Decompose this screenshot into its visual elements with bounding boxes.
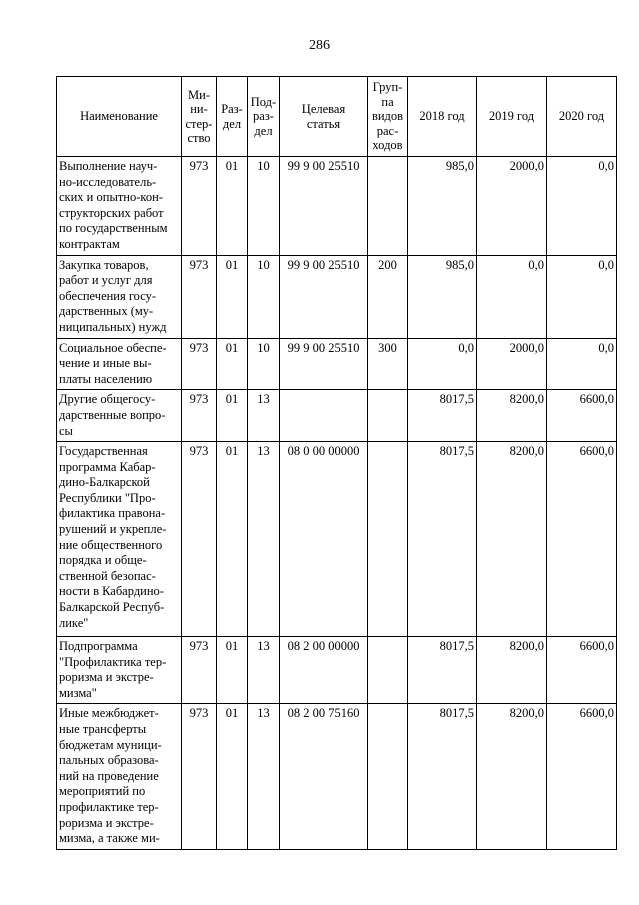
row-subsection: 13 — [248, 442, 280, 637]
row-target: 08 0 00 00000 — [280, 442, 368, 637]
table-row — [57, 442, 617, 637]
row-expense-group — [368, 704, 408, 849]
row-subsection: 10 — [248, 338, 280, 390]
row-name: Закупка товаров, работ и услуг для обеспечения госу- дарственных (му- ниципальных) нужд — [57, 255, 182, 338]
row-2019: 8200,0 — [477, 442, 547, 637]
row-ministry: 973 — [182, 338, 217, 390]
row-subsection: 10 — [248, 157, 280, 256]
header-2020: 2020 год — [547, 77, 617, 157]
row-expense-group — [368, 442, 408, 637]
row-subsection: 10 — [248, 255, 280, 338]
row-subsection: 13 — [248, 390, 280, 442]
row-2019: 2000,0 — [477, 338, 547, 390]
row-expense-group: 300 — [368, 338, 408, 390]
row-target: 99 9 00 25510 — [280, 338, 368, 390]
row-2019: 0,0 — [477, 255, 547, 338]
row-target: 08 2 00 00000 — [280, 637, 368, 704]
table-row — [57, 390, 617, 442]
row-target: 99 9 00 25510 — [280, 255, 368, 338]
row-2018: 0,0 — [408, 338, 477, 390]
row-expense-group — [368, 390, 408, 442]
row-2018: 985,0 — [408, 157, 477, 256]
table-row — [57, 704, 617, 849]
row-2020: 6600,0 — [547, 390, 617, 442]
row-section: 01 — [217, 637, 248, 704]
row-section: 01 — [217, 157, 248, 256]
row-ministry: 973 — [182, 637, 217, 704]
row-name: Подпрограмма "Профилактика тер- роризма и экстре- мизма" — [57, 637, 182, 704]
header-expense-group: Груп- па видов рас- ходов — [368, 77, 408, 157]
row-2018: 985,0 — [408, 255, 477, 338]
row-target: 99 9 00 25510 — [280, 157, 368, 256]
header-target: Целевая статья — [280, 77, 368, 157]
row-expense-group — [368, 157, 408, 256]
row-2020: 6600,0 — [547, 442, 617, 637]
table-row — [57, 637, 617, 704]
row-name: Государственная программа Кабар- дино-Балкарской Республики "Про- филактика правона- рушений и укрепле- ние общественного порядка и обще- ственной безопас- ности в Кабардино- Балкарской Респуб- лике" — [57, 442, 182, 637]
row-name: Выполнение науч- но-исследователь- ских и опытно-кон- структорских работ по государственным контрактам — [57, 157, 182, 256]
row-section: 01 — [217, 338, 248, 390]
row-name: Другие общегосу- дарственные вопро- сы — [57, 390, 182, 442]
row-2018: 8017,5 — [408, 637, 477, 704]
table-row — [57, 338, 617, 390]
row-2019: 8200,0 — [477, 704, 547, 849]
row-2020: 0,0 — [547, 157, 617, 256]
row-subsection: 13 — [248, 704, 280, 849]
row-2020: 6600,0 — [547, 637, 617, 704]
row-2018: 8017,5 — [408, 390, 477, 442]
row-name: Иные межбюджет- ные трансферты бюджетам муници- пальных образова- ний на проведение мероприятий по профилактике тер- роризма и экстре- мизма, а также ми- — [57, 704, 182, 849]
table-row — [57, 157, 617, 256]
header-ministry: Ми- ни- стер- ство — [182, 77, 217, 157]
row-expense-group: 200 — [368, 255, 408, 338]
header-subsection: Под- раз- дел — [248, 77, 280, 157]
header-2019: 2019 год — [477, 77, 547, 157]
row-ministry: 973 — [182, 704, 217, 849]
budget-table — [56, 76, 617, 850]
row-target: 08 2 00 75160 — [280, 704, 368, 849]
row-2018: 8017,5 — [408, 442, 477, 637]
row-2020: 6600,0 — [547, 704, 617, 849]
row-2020: 0,0 — [547, 255, 617, 338]
row-2019: 2000,0 — [477, 157, 547, 256]
header-name: Наименование — [57, 77, 182, 157]
row-section: 01 — [217, 390, 248, 442]
header-2018: 2018 год — [408, 77, 477, 157]
row-ministry: 973 — [182, 442, 217, 637]
row-2018: 8017,5 — [408, 704, 477, 849]
row-2020: 0,0 — [547, 338, 617, 390]
row-section: 01 — [217, 704, 248, 849]
row-target — [280, 390, 368, 442]
row-expense-group — [368, 637, 408, 704]
row-name: Социальное обеспе- чение и иные вы- платы населению — [57, 338, 182, 390]
row-2019: 8200,0 — [477, 390, 547, 442]
header-row — [57, 77, 617, 157]
row-2019: 8200,0 — [477, 637, 547, 704]
row-ministry: 973 — [182, 390, 217, 442]
page-number: 286 — [309, 38, 330, 53]
row-section: 01 — [217, 442, 248, 637]
row-section: 01 — [217, 255, 248, 338]
row-subsection: 13 — [248, 637, 280, 704]
table-row — [57, 255, 617, 338]
header-section: Раз- дел — [217, 77, 248, 157]
row-ministry: 973 — [182, 157, 217, 256]
row-ministry: 973 — [182, 255, 217, 338]
